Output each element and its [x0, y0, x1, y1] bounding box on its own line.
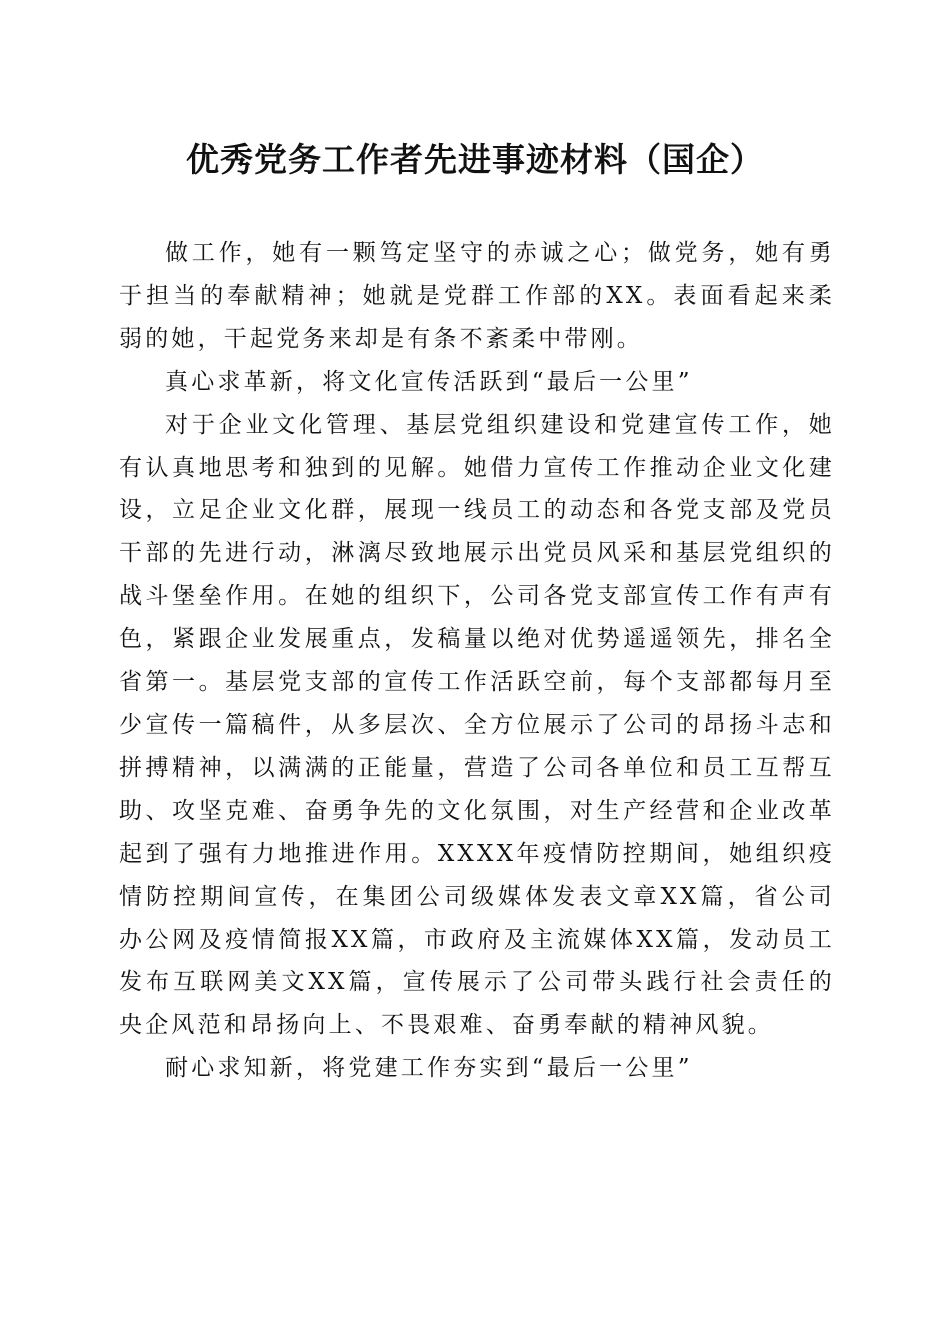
document-body: [119, 232, 835, 1090]
document-title: 优秀党务工作者先进事迹材料（国企）: [186, 140, 764, 179]
paragraph-culture: 对于企业文化管理、基层党组织建设和党建宣传工作，她有认真地思考和独到的见解。她借力宣传工作推动企业文化建设，立足企业文化群，展现一线员工的动态和各党支部及党员干部的先进行动，淋漓尽致地展示出党员风采和基层党组织的战斗堡垒作用。在她的组织下，公司各党支部宣传工作有声有色，紧跟企业发展重点，发稿量以绝对优势遥遥领先，排名全省第一。基层党支部的宣传工作活跃空前，每个支部都每月至少宣传一篇稿件，从多层次、全方位展示了公司的昂扬斗志和拼搏精神，以满满的正能量，营造了公司各单位和员工互帮互助、攻坚克难、奋勇争先的文化氛围，对生产经营和企业改革起到了强有力地推进作用。XXXX年疫情防控期间，她组织疫情防控期间宣传，在集团公司级媒体发表文章XX篇，省公司办公网及疫情简报XX篇，市政府及主流媒体XX篇，发动员工发布互联网美文XX篇，宣传展示了公司带头践行社会责任的央企风范和昂扬向上、不畏艰难、奋勇奉献的精神风貌。: [119, 411, 835, 1039]
section-heading-culture: 真心求革新，将文化宣传活跃到“最后一公里”: [165, 368, 693, 395]
paragraph-intro: 做工作，她有一颗笃定坚守的赤诚之心；做党务，她有勇于担当的奉献精神；她就是党群工作部的XX。表面看起来柔弱的她，干起党务来却是有条不紊柔中带刚。: [119, 240, 835, 352]
section-heading-party-building: 耐心求知新，将党建工作夯实到“最后一公里”: [165, 1055, 693, 1082]
